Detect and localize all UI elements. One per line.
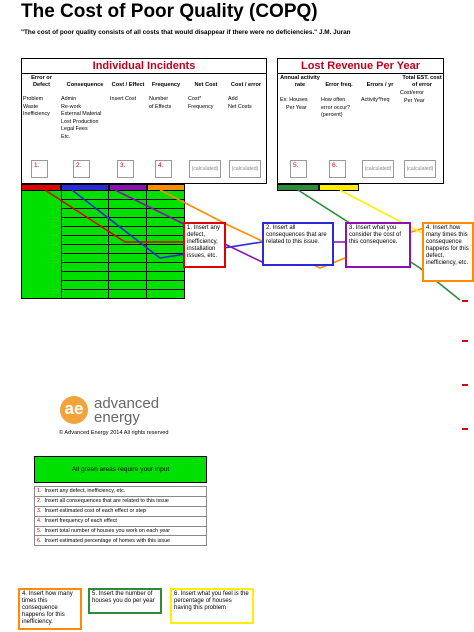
col-frequency: Frequency	[151, 82, 181, 88]
input-example-2[interactable]: 2.	[73, 160, 90, 178]
legend-row	[35, 516, 207, 526]
legend-row	[35, 536, 207, 546]
legend-row	[35, 526, 207, 536]
legend-number: 4.	[37, 518, 42, 525]
logo-word-energy: energy	[94, 409, 140, 426]
total-cost-examples: Cost/error Per Year	[400, 90, 425, 104]
cost-error-examples: Add Net Costs	[228, 96, 252, 110]
legend-number: 2.	[37, 498, 42, 505]
col-annual-activity: Annual activity rate	[280, 75, 320, 88]
callout-6: 6. Insert what you feel is the percentage of houses having this problem	[170, 588, 254, 624]
errors-yr-examples: Activity*freq	[361, 97, 390, 103]
page-title: The Cost of Poor Quality (COPQ)	[21, 1, 318, 22]
col-error-freq: Error freq.	[325, 82, 353, 88]
input-example-4[interactable]: 4.	[155, 160, 172, 178]
legend-row	[35, 506, 207, 516]
legend-text: Insert total number of houses you work on each year	[44, 528, 171, 534]
callout-5: 5. Insert the number of houses you do per year	[88, 588, 162, 614]
lost-revenue-heading: Lost Revenue Per Year	[278, 59, 443, 74]
juran-quote: "The cost of poor quality consists of all costs that would disappear if there were no deficiencies." J.M. Juran	[21, 29, 351, 36]
legend-text: Insert estimated percentage of homes with this issue	[44, 537, 171, 544]
calculated-errors-yr: (calculated)	[362, 160, 394, 178]
input-example-1[interactable]: 1.	[31, 160, 48, 178]
advanced-energy-logo	[60, 396, 200, 428]
calculated-cost-error: (calculated)	[229, 160, 261, 178]
callout-2: 2. Insert all consequences that are related to this issue.	[262, 222, 334, 266]
legend-number: 3.	[37, 508, 42, 515]
col-cost-error: Cost / error	[230, 82, 262, 88]
legend-row	[35, 496, 207, 506]
col-cost-effect: Cost / Effect	[111, 82, 145, 88]
callout-4-bottom: 4. Insert how many times this consequence happens for this inefficiency.	[18, 588, 82, 630]
legend-text: Insert any defect, inefficiency, etc.	[44, 488, 126, 495]
green-areas-note: All green areas require your input	[34, 456, 207, 483]
legend-number: 1.	[37, 488, 42, 495]
legend-text: Insert frequency of each effect	[44, 518, 117, 525]
consequence-examples: Admin Re-work External Material Lost Production Legal Fees Etc.	[61, 96, 102, 140]
cost-examples: Insert Cost	[110, 96, 137, 102]
col-consequence: Consequence	[66, 82, 104, 88]
legend-number: 5.	[37, 528, 42, 534]
freq-examples: How often error occur? (percent)	[321, 97, 351, 119]
col-total-est-cost: Total EST. cost of error	[402, 75, 442, 88]
legend-row	[35, 487, 207, 497]
callout-3: 3. Insert what you consider the cost of this consequence.	[345, 222, 411, 268]
annual-examples: Ex: Houses Per Year	[280, 97, 308, 111]
col-net-cost: Net Cost	[194, 82, 218, 88]
input-example-3[interactable]: 3.	[117, 160, 134, 178]
col-error-or-defect: Error or Defect	[31, 75, 52, 88]
input-example-5[interactable]: 5.	[290, 160, 307, 178]
connector-red	[45, 190, 183, 242]
logo-word-advanced: advanced	[94, 395, 160, 412]
edge-marks	[462, 300, 468, 436]
logo-mark: ae	[60, 396, 88, 424]
calculated-net-cost: (calculated)	[189, 160, 221, 178]
col-errors-yr: Errors / yr	[366, 82, 394, 88]
individual-incidents-heading: Individual Incidents	[22, 59, 266, 74]
legend-text: Insert estimated cost of each effect or step	[44, 508, 146, 515]
net-cost-examples: Cost* Frequency	[188, 96, 214, 110]
frequency-examples: Number of Effects	[149, 96, 172, 110]
error-examples: Problem Waste Inefficiency	[23, 96, 50, 118]
copyright-notice: © Advanced Energy 2014 All rights reserved	[59, 430, 169, 436]
calculated-total-cost: (calculated)	[404, 160, 436, 178]
callout-1: 1. Insert any defect, inefficiency, installation issues, etc.	[183, 222, 226, 268]
instructions-legend	[34, 486, 207, 546]
callout-4: 4. Insert how many times this consequence happens for this defect, inefficiency, etc.	[422, 222, 474, 282]
legend-number: 6.	[37, 537, 42, 544]
legend-text: Insert all consequences that are related to this issue	[44, 498, 169, 505]
input-example-6[interactable]: 6.	[329, 160, 346, 178]
